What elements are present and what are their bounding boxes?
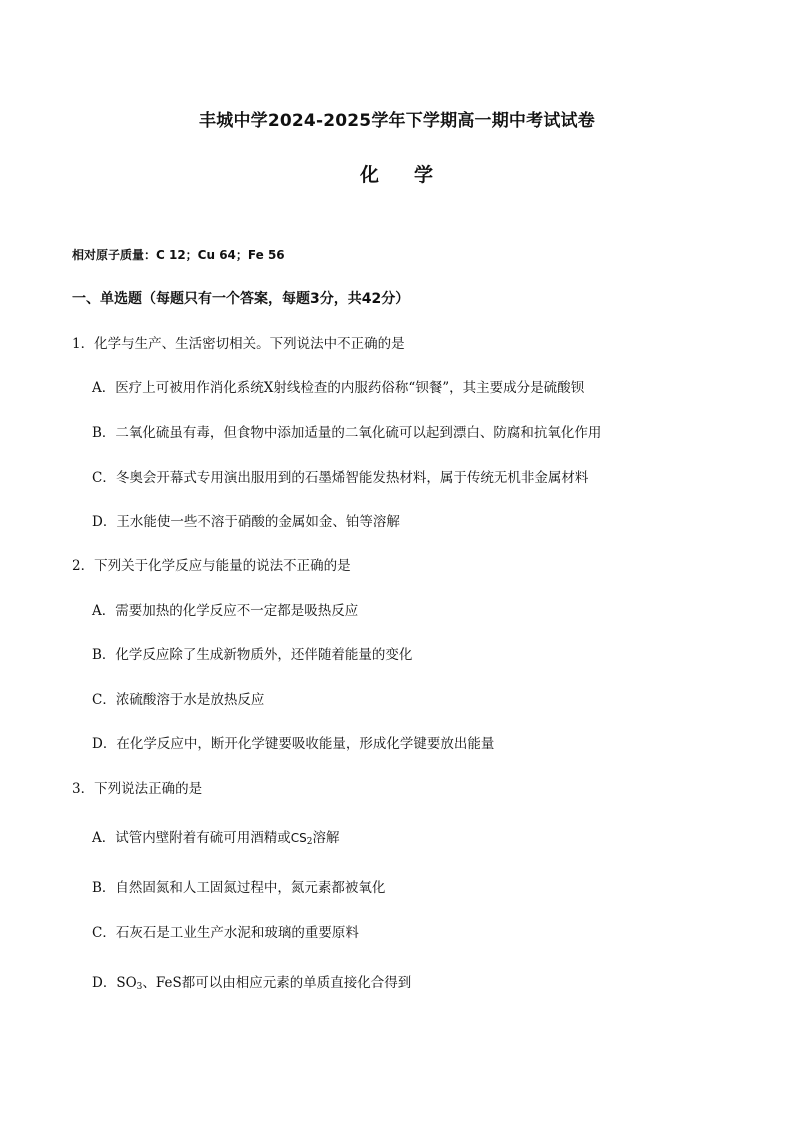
subject-heading [0, 160, 794, 187]
question-3-option-d: D．$SO_3$、FeS都可以由相应元素的单质直接化合得到 [92, 975, 412, 992]
subject-char-1: 化 [359, 164, 380, 186]
question-3-option-c: C．石灰石是工业生产水泥和玻璃的重要原料 [92, 925, 359, 941]
question-1-stem: 1．化学与生产、生活密切相关。下列说法中不正确的是 [72, 336, 405, 352]
question-2-option-a: A．需要加热的化学反应不一定都是吸热反应 [92, 603, 359, 619]
question-1-option-c: C．冬奥会开幕式专用演出服用到的石墨烯智能发热材料，属于传统无机非金属材料 [92, 470, 589, 486]
question-2-option-b: B．化学反应除了生成新物质外，还伴随着能量的变化 [92, 647, 413, 663]
question-1-option-d: D．王水能使一些不溶于硝酸的金属如金、铂等溶解 [92, 514, 400, 530]
question-1-option-a: A．医疗上可被用作消化系统X射线检查的内服药俗称“钡餐”，其主要成分是硫酸钡 [92, 380, 585, 396]
question-2-option-c: C．浓硫酸溶于水是放热反应 [92, 692, 265, 708]
question-3-stem: 3．下列说法正确的是 [72, 781, 203, 797]
question-2-option-d: D．在化学反应中，断开化学键要吸收能量，形成化学键要放出能量 [92, 736, 495, 752]
question-2-stem: 2．下列关于化学反应与能量的说法不正确的是 [72, 558, 351, 574]
question-1-option-b: B．二氧化硫虽有毒，但食物中添加适量的二氧化硫可以起到漂白、防腐和抗氧化作用 [92, 425, 602, 441]
question-3-option-b: B．自然固氮和人工固氮过程中，氮元素都被氧化 [92, 880, 386, 896]
subject-char-2: 学 [414, 164, 435, 186]
section-heading: 一、单选题（每题只有一个答案，每题3分，共42分） [72, 291, 410, 307]
exam-title: 丰城中学2024-2025学年下学期高一期中考试试卷 [199, 111, 595, 131]
atomic-mass-note: 相对原子质量：C 12；Cu 64；Fe 56 [72, 248, 285, 262]
cs2-formula: CS [290, 831, 307, 845]
question-3-option-a: A．试管内壁附着有硫可用酒精或$CS_2$溶解 [92, 830, 340, 847]
